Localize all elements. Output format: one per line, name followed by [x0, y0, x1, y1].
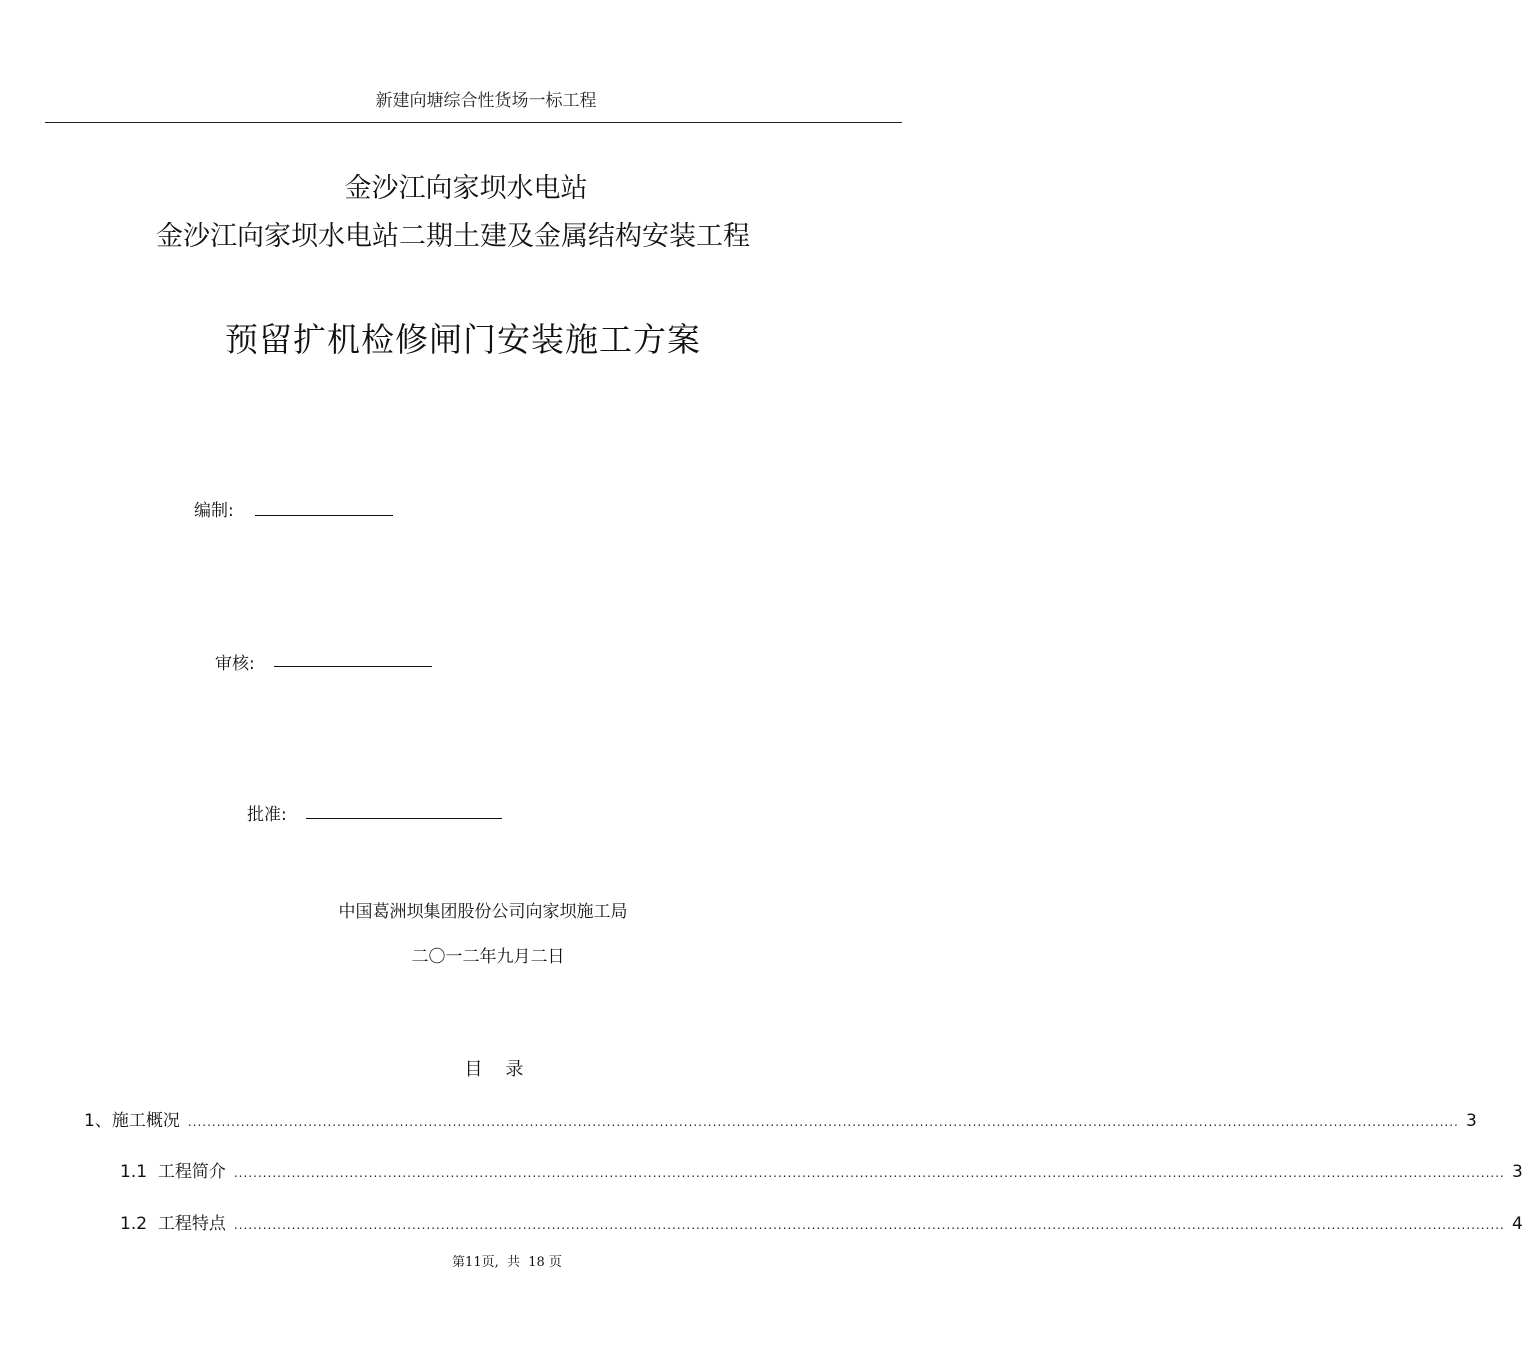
toc-entry-page: 4	[1512, 1214, 1523, 1234]
project-title-line1: 金沙江向家坝水电站	[344, 173, 588, 204]
toc-entry[interactable]	[120, 1157, 1523, 1182]
toc-leader-dots: ........................................................................................................................................................................................................................................................................	[233, 1218, 1505, 1232]
toc-entry-page: 3	[1466, 1111, 1477, 1131]
toc-entry[interactable]	[84, 1106, 1477, 1131]
compile-label: 编制:	[194, 501, 234, 521]
organization-name: 中国葛洲坝集团股份公司向家坝施工局	[338, 902, 628, 922]
document-date: 二〇一二年九月二日	[411, 947, 565, 967]
page-header: 新建向塘综合性货场一标工程	[375, 91, 597, 111]
header-divider	[45, 122, 902, 123]
toc-title	[0, 1055, 988, 1081]
compile-signature-line	[255, 515, 393, 516]
toc-title-text: 目 录	[464, 1059, 524, 1080]
project-title-line2: 金沙江向家坝水电站二期土建及金属结构安装工程	[156, 221, 750, 252]
toc-entry-label: 1.1 工程简介	[120, 1162, 226, 1182]
review-signature-line	[274, 666, 432, 667]
document-title: 预留扩机检修闸门安装施工方案	[225, 320, 701, 359]
page-number-text: 第11页, 共 18 页	[452, 1255, 562, 1270]
approve-signature-line	[306, 818, 502, 819]
approve-label: 批准:	[247, 805, 287, 825]
toc-entry[interactable]	[120, 1209, 1523, 1234]
review-label: 审核:	[215, 654, 255, 674]
toc-leader-dots: ........................................................................................................................................................................................................................................................................	[187, 1115, 1459, 1129]
toc-leader-dots: ........................................................................................................................................................................................................................................................................	[233, 1166, 1505, 1180]
toc-entry-page: 3	[1512, 1162, 1523, 1182]
page-footer	[0, 1251, 1014, 1270]
toc-entry-label: 1.2 工程特点	[120, 1214, 226, 1234]
toc-entry-label: 1、施工概况	[84, 1111, 180, 1131]
